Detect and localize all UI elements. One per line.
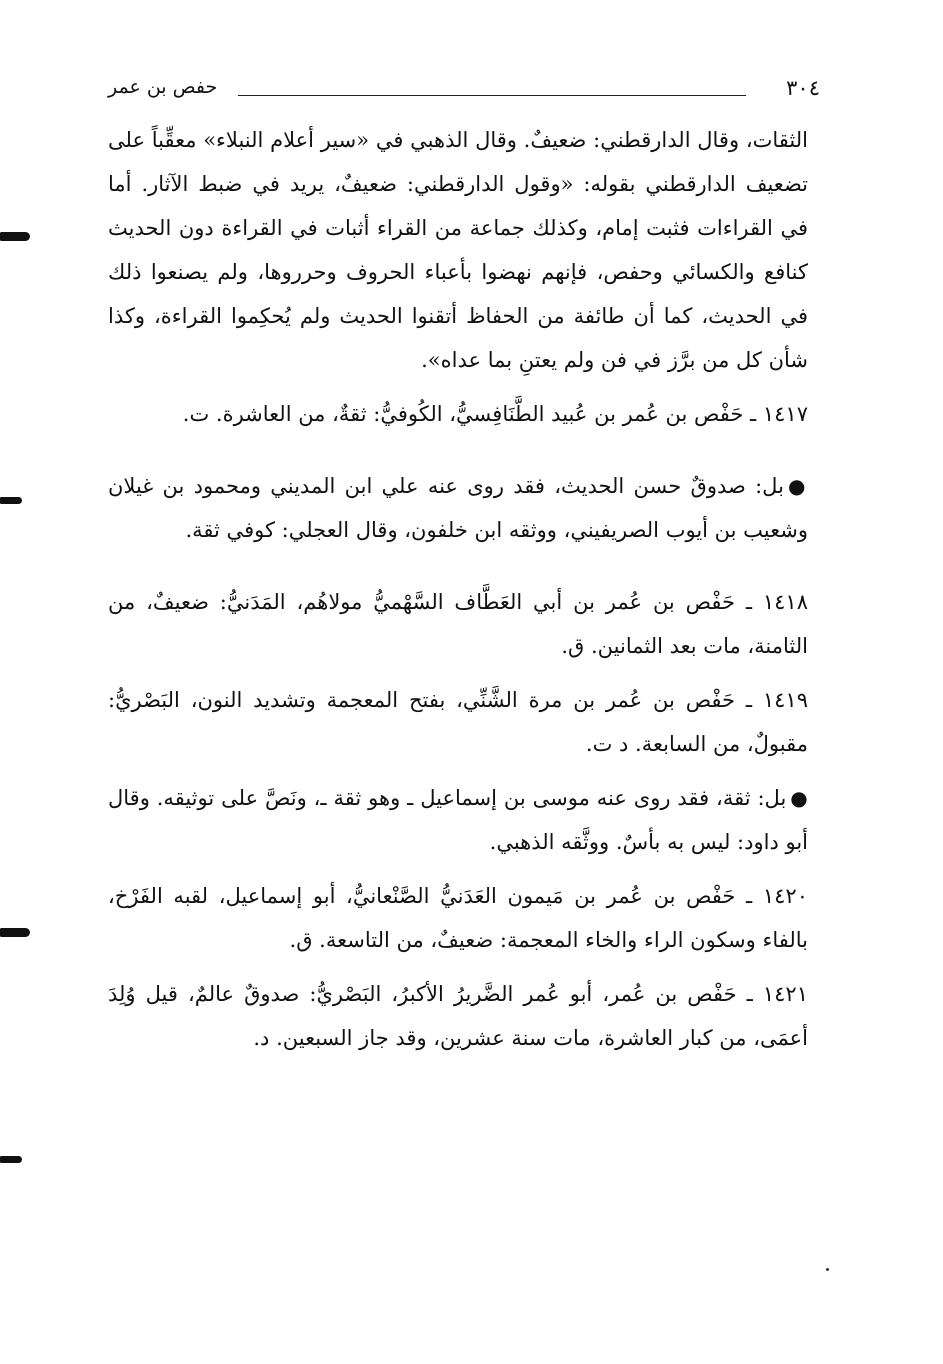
header-rule: [238, 95, 746, 96]
bullet-icon: ●: [787, 474, 808, 498]
entry-1417: ١٤١٧ ـ حَفْص بن عُمر بن عُبيد الطَّنَافِسيُّ، الكُوفيُّ: ثقةٌ، من العاشرة. ت.: [182, 402, 808, 426]
comment-text: بل: ثقة، فقد روى عنه موسى بن إسماعيل ـ وهو ثقة ـ، ونَصَّ على توثيقه. وقال أبو داود: ليس به بأسٌ. ووثَّقه الذهبي.: [108, 786, 808, 854]
scan-edge-mark: [0, 928, 30, 937]
scan-edge-mark: [0, 232, 30, 241]
scan-edge-mark: [0, 1156, 22, 1163]
page-body: [108, 118, 808, 1060]
comment-1417: [108, 464, 808, 552]
comment-1419: [108, 776, 808, 864]
page-number: ٣٠٤: [786, 76, 820, 100]
running-title: حفص بن عمر: [108, 76, 218, 98]
entry-1421: ١٤٢١ ـ حَفْص بن عُمر، أبو عُمر الضَّريرُ الأكبرُ، البَصْريُّ: صدوقٌ عالمٌ، قيل وُلِدَ أعمَى، من كبار العاشرة، مات سنة عشرين، وقد جاز السبعين. د.: [108, 982, 808, 1050]
bullet-icon: ●: [790, 786, 808, 810]
paragraph-continuation: الثقات، وقال الدارقطني: ضعيفٌ. وقال الذهبي في «سير أعلام النبلاء» معقِّباً على تضعيف الدارقطني بقوله: «وقول الدارقطني: ضعيفٌ، يريد في ضبط الآثار. أما في القراءات فثبت إمام، وكذلك جماعة من القراء أثبات في القراءة دون الحديث كنافع والكسائي وحفص، فإنهم نهضوا بأعباء الحروف وحرروها، ولم يصنعوا ذلك في الحديث، كما أن طائفة من الحفاظ أتقنوا الحديث ولم يُحكِموا القراءة، وكذا شأن كل من برَّز في فن ولم يعتنِ بما عداه».: [108, 128, 808, 372]
page-header: [108, 76, 820, 106]
scan-speck: [826, 1268, 829, 1271]
entry-1420: ١٤٢٠ ـ حَفْص بن عُمر بن مَيمون العَدَنيُّ الصَّنْعانيُّ، أبو إسماعيل، لقبه الفَرْخ، بالفاء وسكون الراء والخاء المعجمة: ضعيفٌ، من التاسعة. ق.: [108, 884, 808, 952]
scan-edge-mark: [0, 497, 22, 504]
entry-1418: ١٤١٨ ـ حَفْص بن عُمر بن أبي العَطَّاف السَّهْميُّ مولاهُم، المَدَنيُّ: ضعيفٌ، من الثامنة، مات بعد الثمانين. ق.: [108, 590, 808, 658]
entry-1419: ١٤١٩ ـ حَفْص بن عُمر بن مرة الشَّنِّي، بفتح المعجمة وتشديد النون، البَصْريُّ: مقبولٌ، من السابعة. د ت.: [108, 688, 808, 756]
comment-text: بل: صدوقٌ حسن الحديث، فقد روى عنه علي ابن المديني ومحمود بن غيلان وشعيب بن أيوب الصريفيني، ووثقه ابن خلفون، وقال العجلي: كوفي ثقة.: [108, 474, 808, 542]
